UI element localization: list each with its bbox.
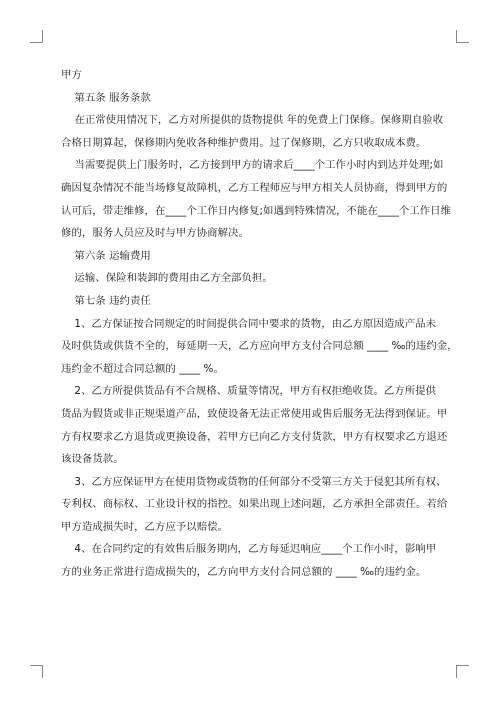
text-line: 合格日期算起，保修期内免收各种维护费用。过了保修期，乙方只收取成本费。 xyxy=(61,136,427,149)
text-line: 确因复杂情况不能当场修复故障机，乙方工程师应与甲方相关人员协商，得到甲方的 xyxy=(61,181,448,194)
crop-mark-bottom-right xyxy=(456,665,469,678)
text-line: 当需要提供上门服务时，乙方接到甲方的请求后____个工作小时内到达并处理;如 xyxy=(61,159,444,172)
article-6-heading: 第六条 运输费用 xyxy=(61,249,151,262)
text-line: 修的，服务人员应及时与甲方协商解决。 xyxy=(61,227,249,240)
crop-mark-top-right xyxy=(456,30,469,43)
document-body xyxy=(61,64,458,584)
text-line: 在正常使用情况下，乙方对所提供的货物提供 年的免费上门保修。保修期自验收 xyxy=(61,114,444,127)
text-line: 专利权、商标权、工业设计权的指控。如果出现上述问题，乙方承担全部责任。若给 xyxy=(61,498,448,511)
text-line: 货品为假货或非正规渠道产品，致使设备无法正常使用或售后服务无法得到保证。甲 xyxy=(61,407,448,420)
text-line: 违约金不超过合同总额的 ____ %。 xyxy=(61,362,224,375)
text-line: 3、乙方应保证甲方在使用货物或货物的任何部分不受第三方关于侵犯其所有权、 xyxy=(61,475,447,488)
text-line: 及时供货或供货不全的，每延期一天，乙方应向甲方支付合同总额 ____ ‰的违约金， xyxy=(61,340,458,353)
text-line: 认可后，带走维修，在____个工作日内修复;如遇到特殊情况，不能在____个工作日维 xyxy=(61,204,452,217)
crop-mark-bottom-left xyxy=(30,665,43,678)
article-5-heading: 第五条 服务条款 xyxy=(61,91,151,104)
text-line: 1、乙方保证按合同规定的时间提供合同中要求的货物，由乙方原因造成产品未 xyxy=(61,317,437,330)
party-a-line: 甲方 xyxy=(61,69,82,81)
crop-mark-top-left xyxy=(30,30,43,43)
article-7-heading: 第七条 违约责任 xyxy=(61,294,151,307)
text-line: 4、在合同约定的有效售后服务期内，乙方每延迟响应____个工作小时，影响甲 xyxy=(61,543,437,556)
text-line: 该设备货款。 xyxy=(61,453,124,466)
text-line: 运输、保险和装卸的费用由乙方全部负担。 xyxy=(61,272,273,285)
text-line: 2、乙方所提供货品有不合规格、质量等情况，甲方有权拒绝收货。乙方所提供 xyxy=(61,385,437,398)
text-line: 方有权要求乙方退货或更换设备，若甲方已向乙方支付货款，甲方有权要求乙方退还 xyxy=(61,430,448,443)
text-line: 方的业务正常进行造成损失的，乙方向甲方支付合同总额的 ____ ‰的违约金。 xyxy=(61,566,427,579)
text-line: 甲方造成损失时，乙方应予以赔偿。 xyxy=(61,520,229,533)
